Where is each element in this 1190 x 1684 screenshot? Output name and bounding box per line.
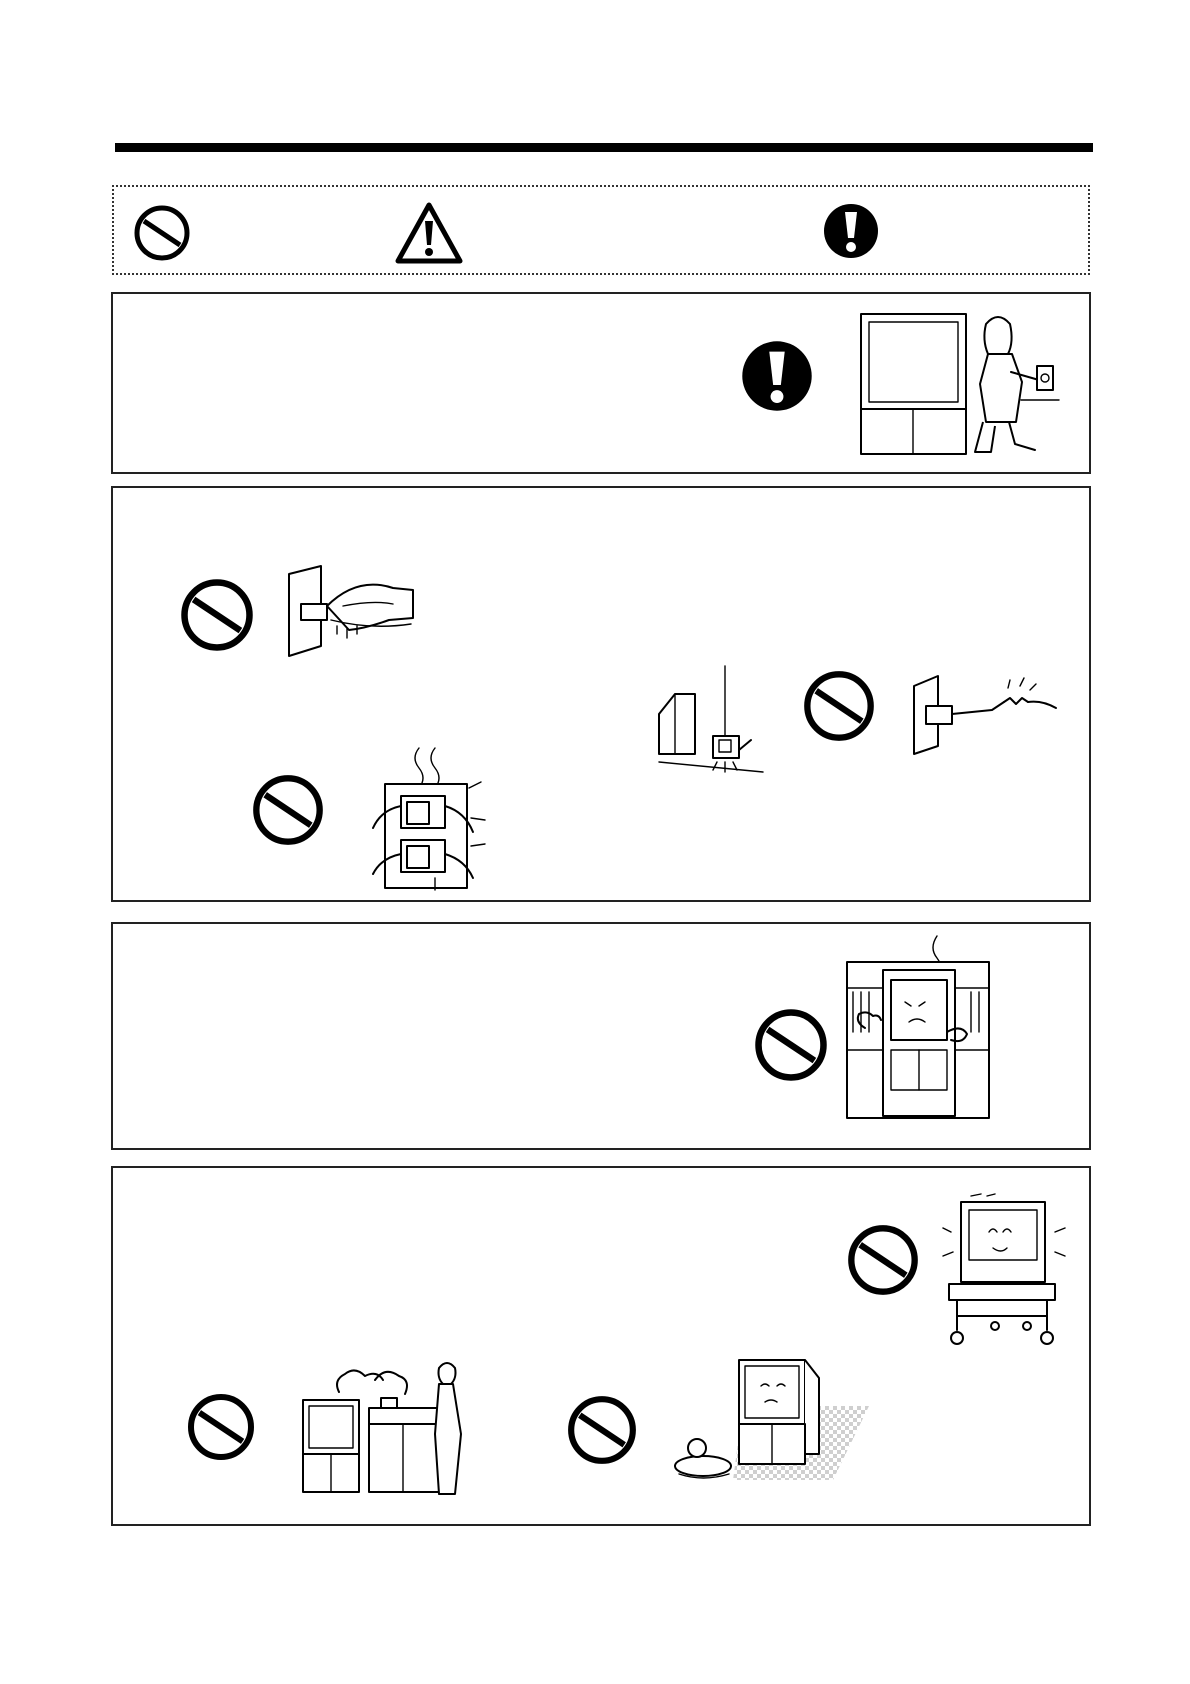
panel-ventilation — [111, 922, 1091, 1150]
prohibition-icon — [132, 203, 192, 263]
header-rule — [115, 143, 1093, 152]
overloaded-outlet-illustration — [361, 744, 491, 892]
prohibition-icon — [845, 1222, 921, 1298]
person-unplugging-tv-illustration — [851, 302, 1061, 462]
mandatory-action-icon — [741, 340, 813, 412]
prohibition-icon — [801, 668, 877, 744]
prohibition-icon — [178, 576, 256, 654]
damaged-cord-illustration — [908, 672, 1058, 758]
tv-near-bath-humidity-illustration — [673, 1350, 873, 1490]
tv-near-kitchen-steam-illustration — [299, 1358, 469, 1498]
prohibition-icon — [185, 1391, 257, 1463]
panel-placement — [111, 1166, 1091, 1526]
prohibition-icon — [752, 1006, 830, 1084]
panel-power-cord — [111, 486, 1091, 902]
tv-on-unstable-cart-illustration — [931, 1192, 1071, 1352]
prohibition-icon — [250, 772, 326, 848]
tv-in-enclosed-cabinet-illustration — [843, 932, 993, 1122]
tv-on-cord-illustration — [655, 664, 765, 774]
mandatory-action-icon — [823, 203, 879, 259]
panel-unplug — [111, 292, 1091, 474]
prohibition-icon — [565, 1393, 639, 1467]
caution-triangle-icon — [394, 201, 464, 265]
symbol-legend — [112, 185, 1090, 275]
wet-hand-plug-illustration — [283, 564, 418, 660]
